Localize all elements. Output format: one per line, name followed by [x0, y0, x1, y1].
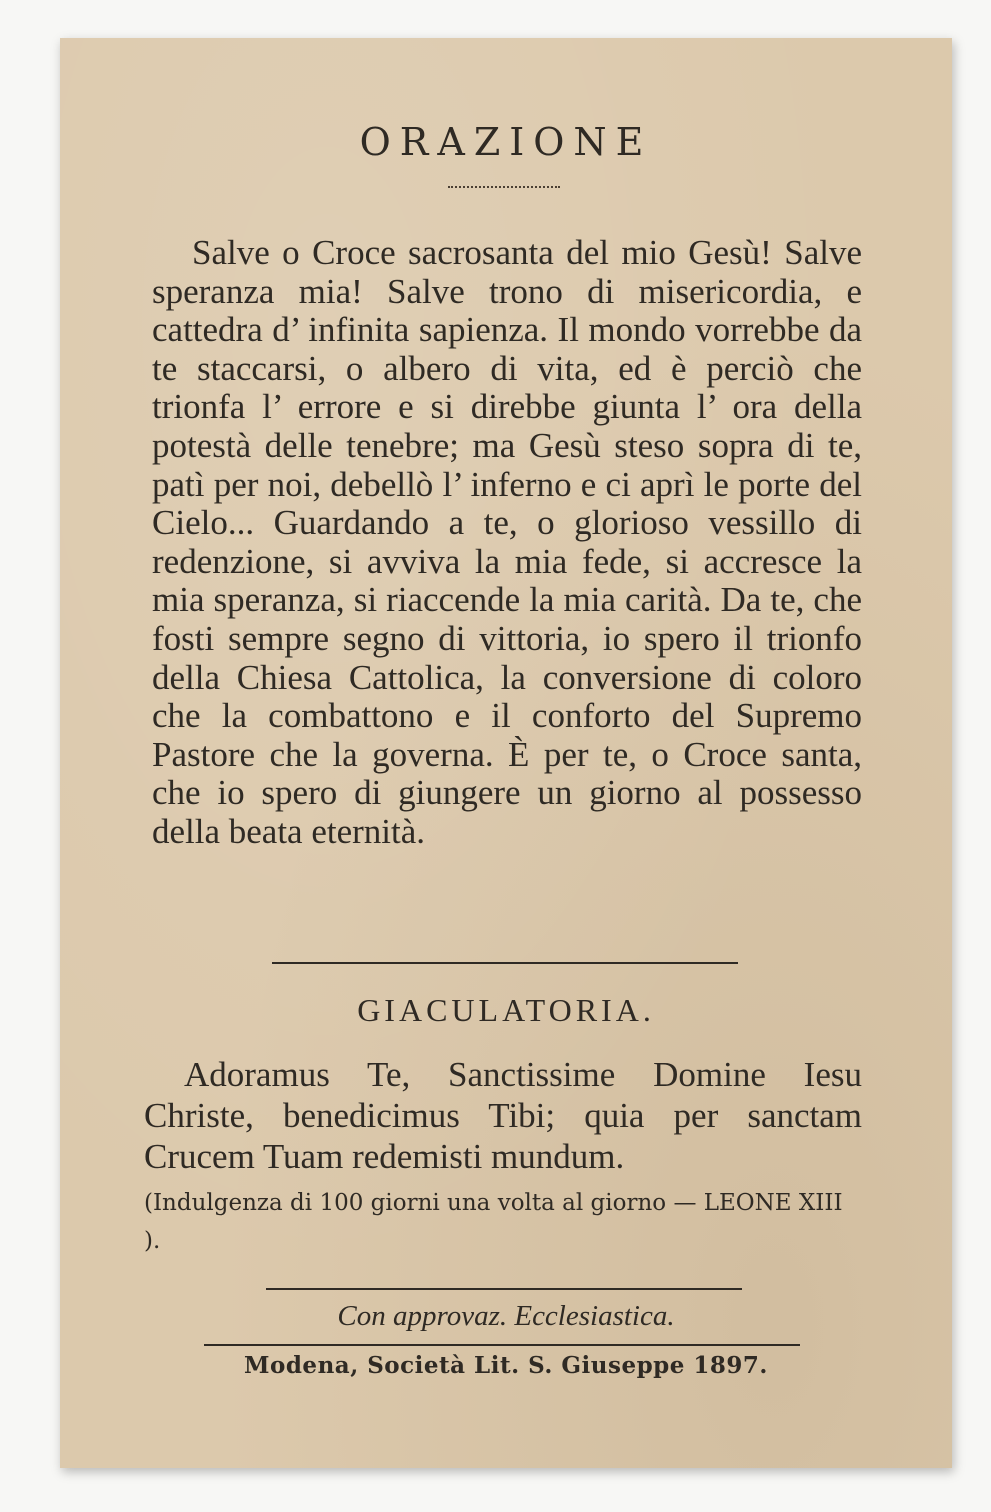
publisher-imprint: Modena, Società Lit. S. Giuseppe 1897.: [244, 1352, 768, 1379]
title-ornament: [448, 186, 560, 188]
section-divider: [272, 962, 738, 964]
latin-prayer-text: Adoramus Te, Sanctissime Domine Iesu Christe, benedicimus Tibi; quia per sanctam Crucem Tuam redemisti mundum.: [144, 1055, 862, 1176]
approval-divider-bottom: [204, 1344, 800, 1346]
prayer-card: [60, 38, 952, 1468]
giaculatoria-heading: GIACULATORIA.: [357, 992, 655, 1028]
approval-divider-top: [266, 1288, 742, 1290]
card-title: ORAZIONE: [359, 120, 653, 164]
prayer-text: Salve o Croce sacrosanta del mio Gesù! Salve speranza mia! Salve trono di misericordia, e cattedra d’ infinita sapienza. Il mondo vorrebbe da te staccarsi, o albero di vita, ed è perciò che trionfa l’ errore e si direbbe giunta l’ ora della potestà delle tenebre; ma Gesù steso sopra di te, patì per noi, debellò l’ inferno e ci aprì le porte del Cielo... Guardando a te, o glorioso vessillo di redenzione, si avviva la mia fede, si accresce la mia speranza, si riaccende la mia carità. Da te, che fosti sempre segno di vittoria, io spero il trionfo della Chiesa Cattolica, la conversione di coloro che la combattono e il conforto del Supremo Pastore che la governa. È per te, o Croce santa, che io spero di giungere un giorno al possesso della beata eternità.: [152, 233, 862, 851]
approval-text: Con approvaz. Ecclesiastica.: [337, 1300, 675, 1332]
indulgence-note: (Indulgenza di 100 giorni una volta al giorno — LEONE XIII ).: [144, 1190, 843, 1254]
